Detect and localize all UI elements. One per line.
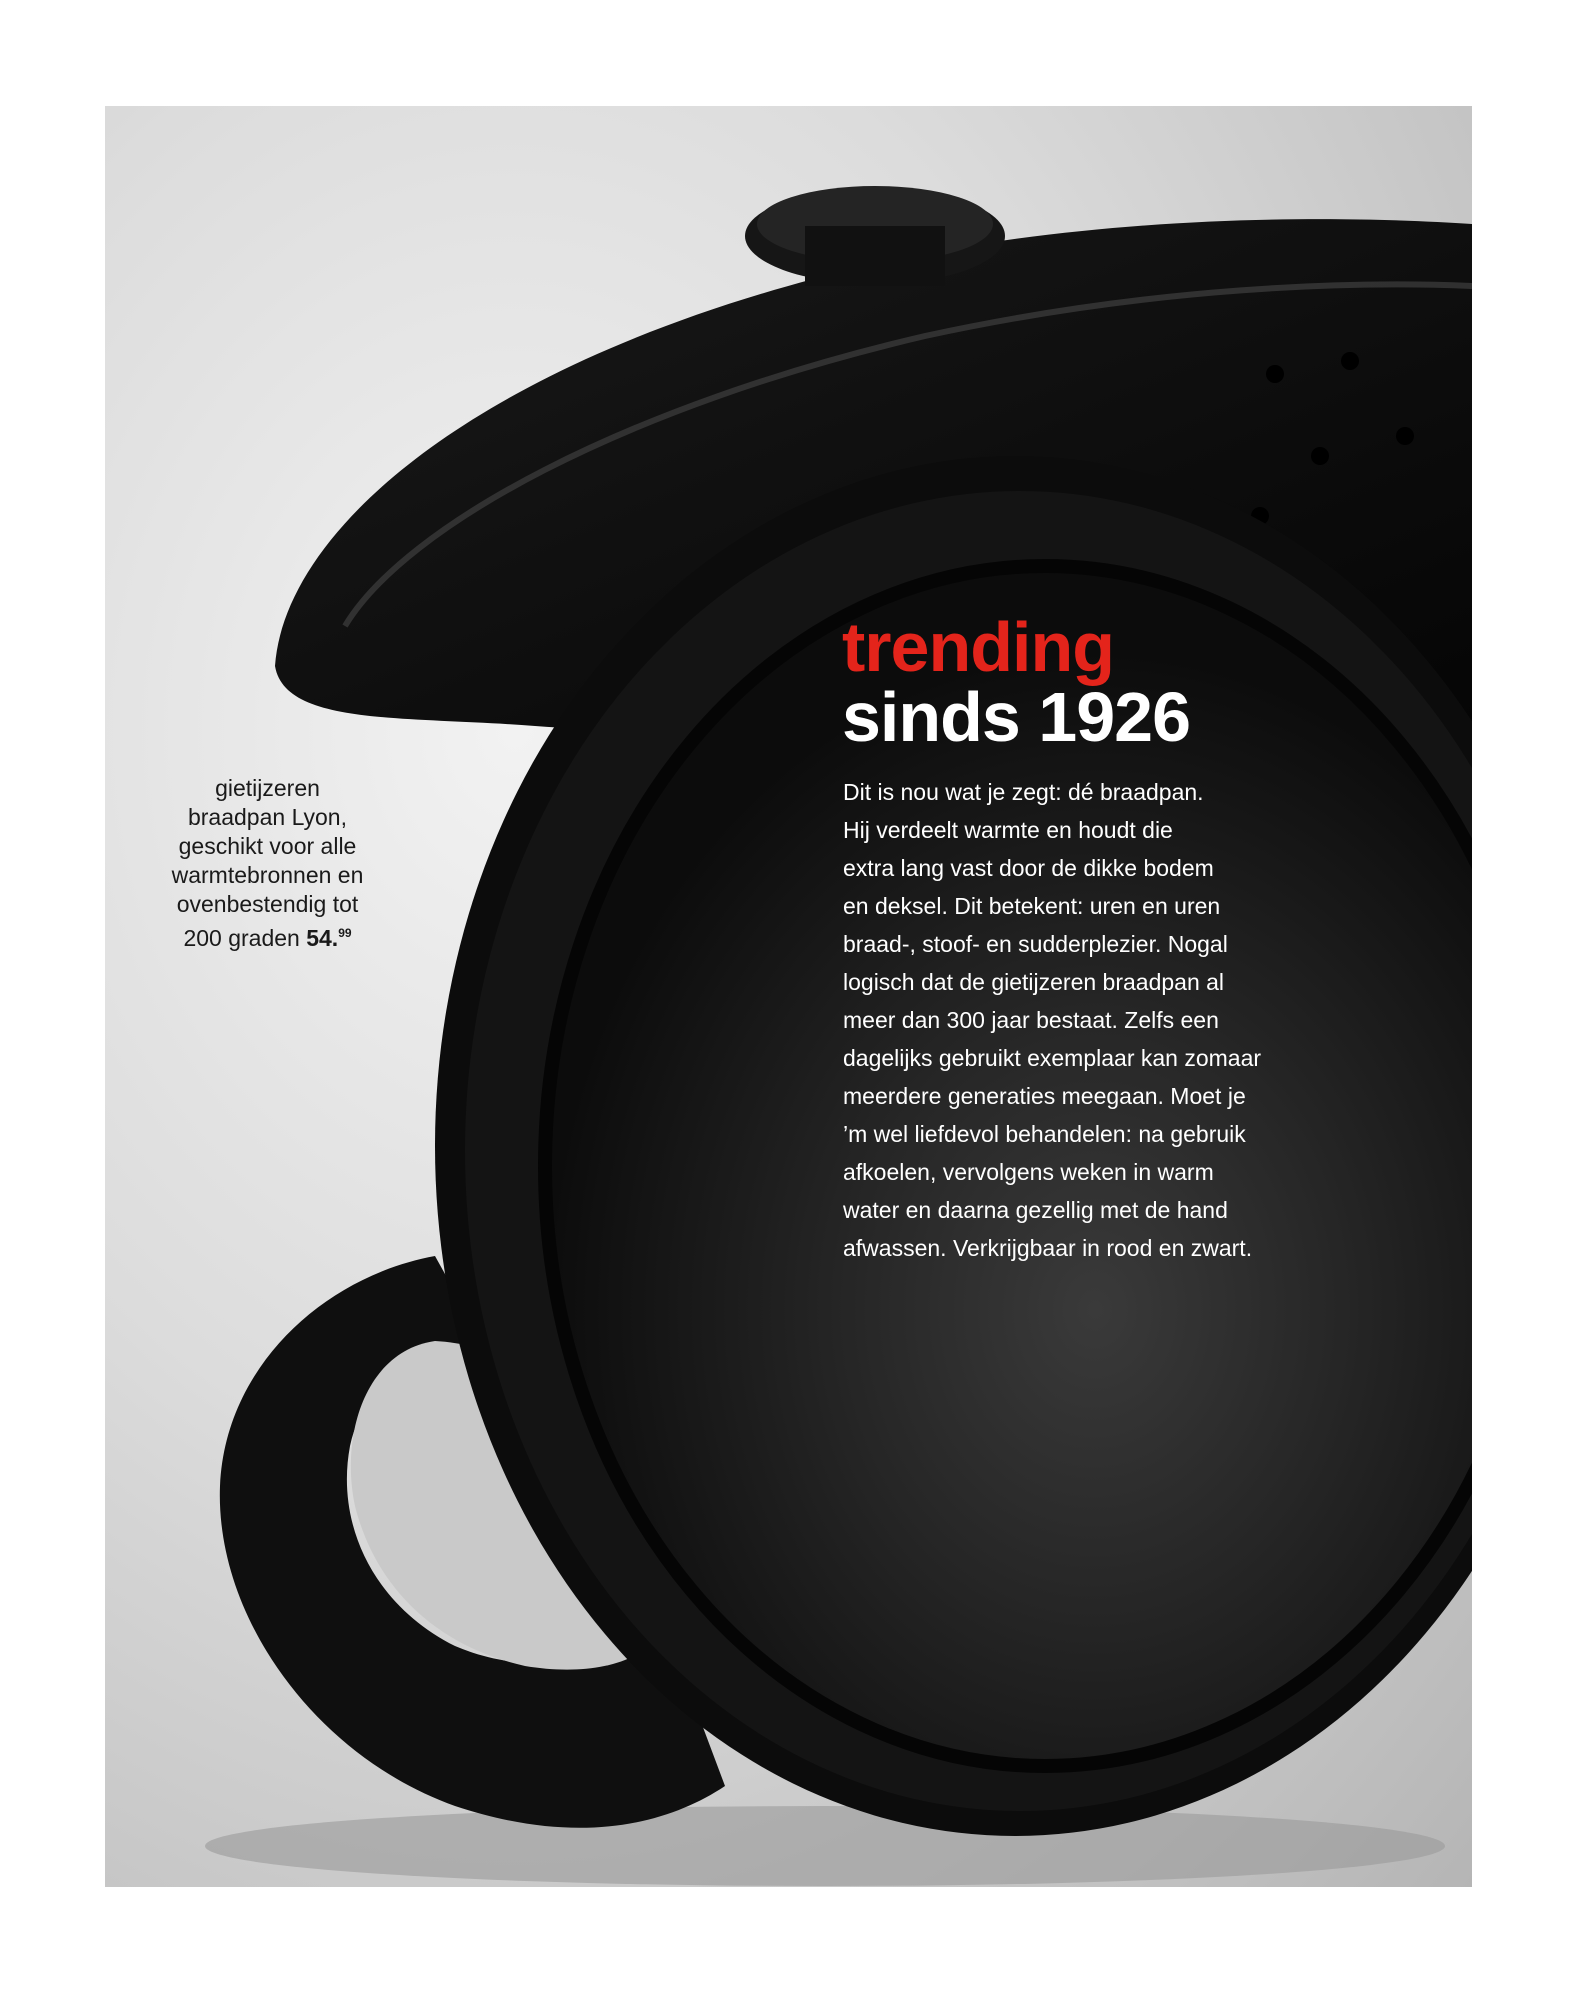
- body-line: dagelijks gebruikt exemplaar kan zomaar: [843, 1045, 1262, 1071]
- caption-line: warmtebronnen en: [171, 862, 364, 888]
- product-caption: [140, 774, 395, 953]
- price-main: 54.: [306, 925, 339, 951]
- body-line: meerdere generaties meegaan. Moet je: [843, 1083, 1246, 1109]
- caption-line: geschikt voor alle: [178, 833, 357, 859]
- headline-accent: trending: [842, 608, 1114, 686]
- headline-main: sinds 1926: [842, 678, 1190, 756]
- article-body: [843, 773, 1323, 1267]
- body-line: water en daarna gezellig met de hand: [843, 1197, 1228, 1223]
- body-line: Hij verdeelt warmte en houdt die: [843, 817, 1173, 843]
- caption-price-line: [140, 919, 395, 953]
- body-line: logisch dat de gietijzeren braadpan al: [843, 969, 1225, 995]
- caption-line: 200 graden: [183, 925, 300, 951]
- body-line: afwassen. Verkrijgbaar in rood en zwart.: [843, 1235, 1253, 1261]
- price: [306, 925, 351, 951]
- body-line: extra lang vast door de dikke bodem: [843, 855, 1214, 881]
- body-line: en deksel. Dit betekent: uren en uren: [843, 893, 1221, 919]
- body-line: braad-, stoof- en sudderplezier. Nogal: [843, 931, 1228, 957]
- body-line: afkoelen, vervolgens weken in warm: [843, 1159, 1214, 1185]
- body-line: meer dan 300 jaar bestaat. Zelfs een: [843, 1007, 1219, 1033]
- caption-line: braadpan Lyon,: [187, 804, 347, 830]
- headline: [842, 608, 1190, 756]
- caption-line: ovenbestendig tot: [176, 891, 359, 917]
- body-line: Dit is nou wat je zegt: dé braadpan.: [843, 779, 1204, 805]
- body-line: ’m wel liefdevol behandelen: na gebruik: [843, 1121, 1246, 1147]
- price-cents: 99: [338, 926, 352, 940]
- caption-line: gietijzeren: [215, 775, 320, 801]
